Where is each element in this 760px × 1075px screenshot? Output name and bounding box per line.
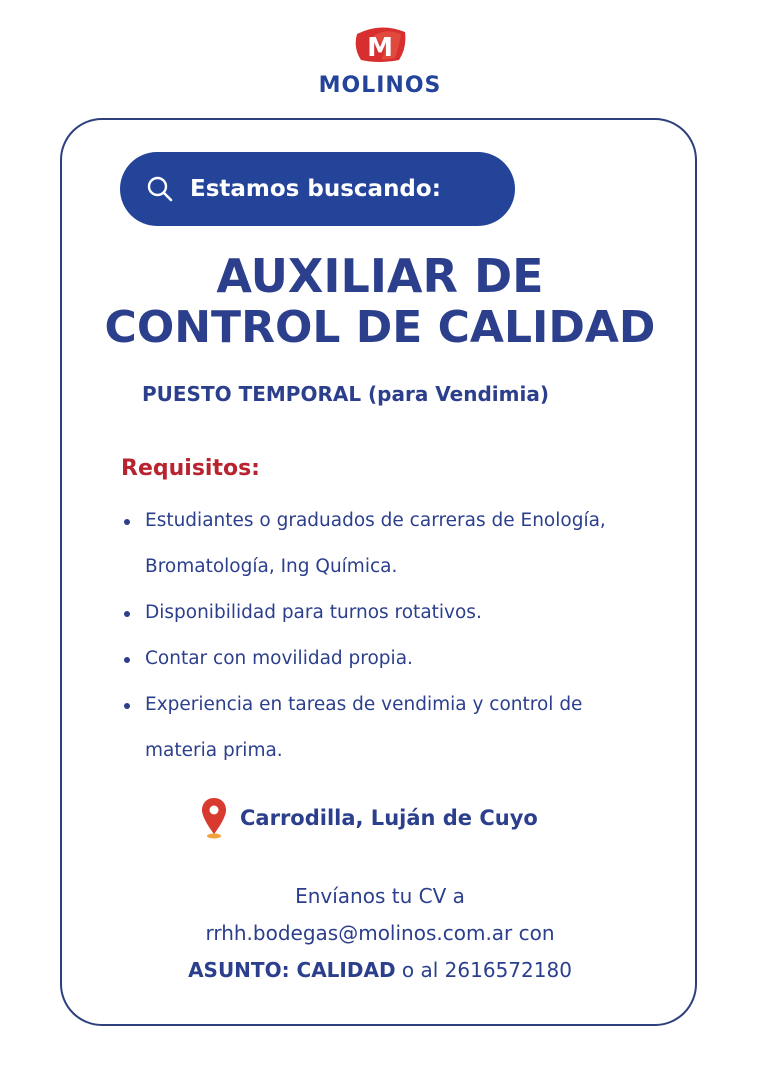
contact-line3 bbox=[0, 952, 760, 989]
search-banner bbox=[120, 152, 515, 226]
requirement-text: Bromatología, Ing Química. bbox=[145, 556, 398, 577]
job-title bbox=[0, 250, 760, 354]
requirement-item bbox=[145, 590, 685, 636]
contact-info bbox=[0, 878, 760, 989]
requirement-text: Contar con movilidad propia. bbox=[145, 648, 413, 669]
logo-letter: M bbox=[367, 33, 393, 63]
requirements-heading: Requisitos: bbox=[121, 456, 260, 481]
requirement-text: Estudiantes o graduados de carreras de Enología, bbox=[145, 510, 606, 531]
location bbox=[200, 796, 538, 840]
requirement-text: Experiencia en tareas de vendimia y control de bbox=[145, 694, 583, 715]
map-pin-icon bbox=[200, 796, 228, 840]
contact-email: rrhh.bodegas@molinos.com.ar con bbox=[205, 921, 555, 945]
search-icon bbox=[146, 175, 174, 203]
job-title-line1: AUXILIAR DE bbox=[216, 249, 544, 303]
contact-line1: Envíanos tu CV a bbox=[295, 884, 465, 908]
molinos-logo-icon bbox=[351, 24, 409, 64]
requirement-item bbox=[145, 636, 685, 682]
requirements-list bbox=[145, 498, 685, 774]
job-subtitle: PUESTO TEMPORAL (para Vendimia) bbox=[142, 382, 549, 406]
location-label: Carrodilla, Luján de Cuyo bbox=[240, 806, 538, 830]
requirement-item bbox=[145, 498, 685, 590]
banner-label: Estamos buscando: bbox=[190, 176, 441, 202]
contact-subject: ASUNTO: CALIDAD bbox=[188, 958, 396, 982]
requirement-item bbox=[145, 682, 685, 774]
requirement-text: Disponibilidad para turnos rotativos. bbox=[145, 602, 482, 623]
requirement-text: materia prima. bbox=[145, 740, 283, 761]
contact-phone: o al 2616572180 bbox=[395, 958, 572, 982]
brand-logo bbox=[0, 24, 760, 98]
brand-name: MOLINOS bbox=[318, 73, 442, 98]
job-title-line2: CONTROL DE CALIDAD bbox=[104, 302, 656, 353]
